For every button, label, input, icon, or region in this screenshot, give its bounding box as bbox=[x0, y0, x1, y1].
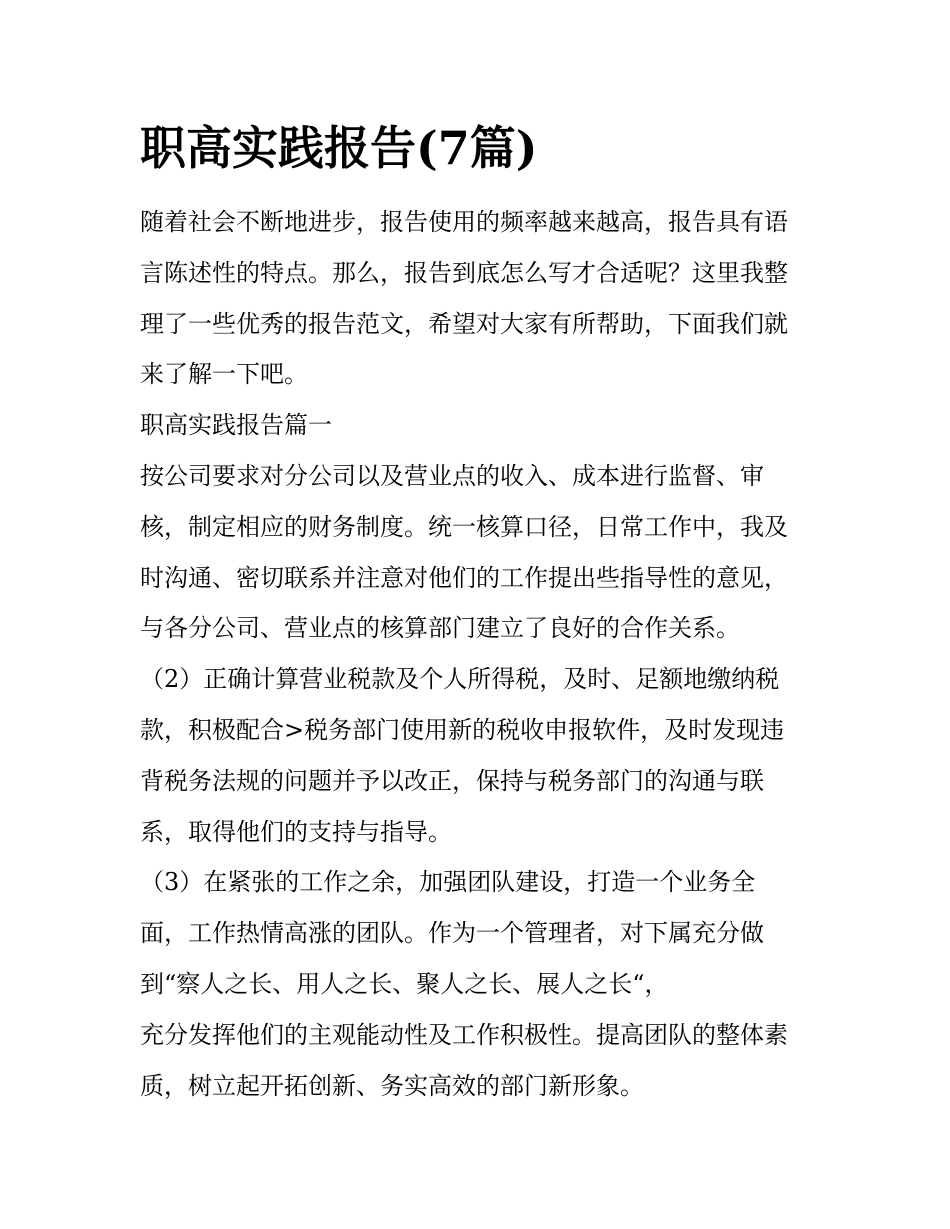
paragraph-line: 到“察人之长、用人之长、聚人之长、展人之长“， bbox=[140, 969, 669, 998]
paragraph-line: 系，取得他们的支持与指导。 bbox=[140, 817, 452, 846]
intro-line-4: 来了解一下吧。 bbox=[140, 360, 308, 389]
paragraph-line: （3）在紧张的工作之余，加强团队建设，打造一个业务全 bbox=[140, 868, 756, 897]
paragraph-line: 充分发挥他们的主观能动性及工作积极性。提高团队的整体素 bbox=[140, 1020, 788, 1049]
paragraph-line: 按公司要求对分公司以及营业点的收入、成本进行监督、审 bbox=[140, 461, 764, 490]
paragraph-line: 时沟通、密切联系并注意对他们的工作提出些指导性的意见， bbox=[140, 563, 788, 592]
intro-line-1: 随着社会不断地进步，报告使用的频率越来越高，报告具有语 bbox=[140, 208, 788, 236]
document-title: 职高实践报告(7篇) bbox=[140, 121, 538, 175]
paragraph-line: 背税务法规的问题并予以改正，保持与税务部门的沟通与联 bbox=[140, 766, 764, 795]
paragraph-line: 面，工作热情高涨的团队。作为一个管理者，对下属充分做 bbox=[140, 919, 764, 948]
paragraph-line: 与各分公司、营业点的核算部门建立了良好的合作关系。 bbox=[140, 614, 740, 643]
paragraph-line: 核，制定相应的财务制度。统一核算口径，日常工作中，我及 bbox=[140, 512, 788, 541]
paragraph-line: 款，积极配合>税务部门使用新的税收申报软件，及时发现违 bbox=[140, 715, 785, 744]
document-body bbox=[140, 197, 830, 1111]
section-heading: 职高实践报告篇一 bbox=[140, 411, 332, 440]
intro-line-3: 理了一些优秀的报告范文，希望对大家有所帮助，下面我们就 bbox=[140, 309, 788, 338]
intro-line-2: 言陈述性的特点。那么，报告到底怎么写才合适呢？这里我整 bbox=[140, 258, 788, 287]
paragraph-line: （2）正确计算营业税款及个人所得税，及时、足额地缴纳税 bbox=[140, 665, 780, 694]
paragraph-line: 质，树立起开拓创新、务实高效的部门新形象。 bbox=[140, 1071, 644, 1100]
